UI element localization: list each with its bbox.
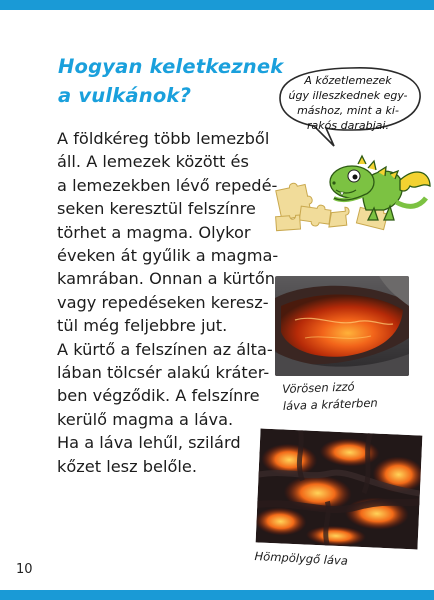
page-number: 10: [16, 562, 33, 577]
bubble-line: máshoz, mint a ki-: [297, 104, 399, 117]
body-line: Ha a láva lehűl, szilárd: [57, 433, 241, 453]
body-paragraph: [57, 127, 279, 478]
body-line: törhet a magma. Olykor: [57, 222, 251, 242]
title-line: Hogyan keletkeznek: [58, 55, 284, 78]
page-title: [58, 52, 284, 110]
caption-line: láva a kráterben: [282, 395, 378, 413]
speech-bubble-text: [282, 73, 414, 133]
body-line: a lemezekben lévő repedé-: [57, 175, 278, 195]
body-line: éveken át gyűlik a magma-: [57, 246, 279, 266]
bubble-line: A kőzetlemezek: [304, 74, 392, 87]
body-line: lában tölcsér alakú kráter-: [57, 363, 270, 383]
flowing-lava-photo: [256, 429, 423, 550]
bubble-line: úgy illeszkednek egy-: [288, 89, 408, 102]
caption-line: Vörösen izzó: [282, 379, 355, 396]
body-line: vagy repedéseken keresz-: [57, 292, 269, 312]
top-border: [0, 0, 434, 10]
speech-bubble: [276, 64, 426, 150]
body-line: A földkéreg több lemezből: [57, 129, 270, 148]
body-line: A kürtő a felszínen az álta-: [57, 339, 273, 359]
body-line: kerülő magma a láva.: [57, 409, 234, 429]
body-line: seken keresztül felszínre: [57, 199, 256, 219]
crater-photo-caption: [282, 377, 403, 415]
bottom-border: [0, 590, 434, 600]
lava-photo-caption: Hömpölygő láva: [254, 549, 349, 568]
body-line: tül még feljebbre jut.: [57, 316, 228, 336]
dragon-mascot-icon: [270, 150, 434, 240]
title-line: a vulkánok?: [58, 84, 192, 107]
crater-lava-photo: [275, 276, 409, 376]
body-line: ben végződik. A felszínre: [57, 386, 260, 406]
body-line: áll. A lemezek között és: [57, 152, 249, 172]
body-line: kamrában. Onnan a kürtőn: [57, 269, 276, 289]
bubble-line: rakós darabjai.: [307, 119, 389, 132]
body-line: kőzet lesz belőle.: [57, 456, 197, 476]
